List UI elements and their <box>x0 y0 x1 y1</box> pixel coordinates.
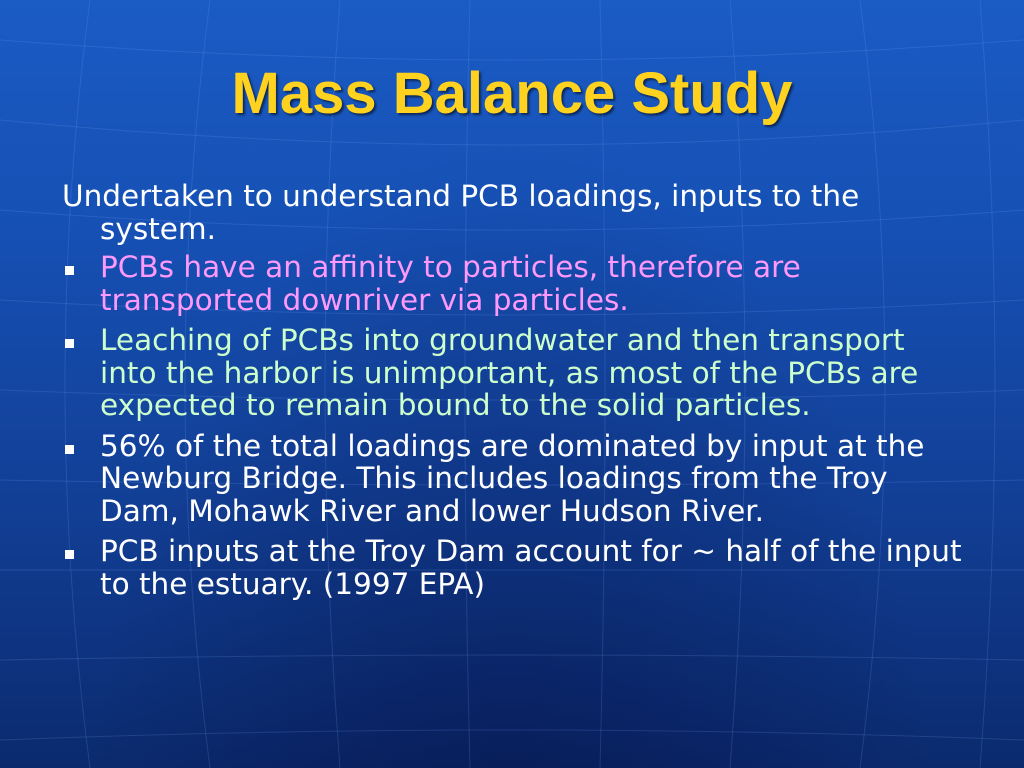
bullet-item-troy-dam-inputs <box>62 535 962 600</box>
bullet-item-particle-affinity <box>62 251 962 316</box>
slide-title: Mass Balance Study <box>231 61 793 126</box>
bullet-item-newburg-loadings <box>62 430 962 528</box>
bullet-text: 56% of the total loadings are dominated by input at the Newburg Bridge. This includes loadings from the Troy Dam, Mohawk River and lower Hudson River. <box>100 428 925 528</box>
bullet-text: PCBs have an affinity to particles, therefore are transported downriver via particles. <box>100 250 801 317</box>
intro-text: Undertaken to understand PCB loadings, inputs to the system. <box>62 179 860 246</box>
bullet-list <box>62 251 962 600</box>
slide-body <box>62 180 962 608</box>
bullet-text: Leaching of PCBs into groundwater and then transport into the harbor is unimportant, as most of the PCBs are expected to remain bound to the solid particles. <box>100 323 919 422</box>
bullet-text: PCB inputs at the Troy Dam account for ~ half of the input to the estuary. (1997 EPA) <box>100 534 962 601</box>
square-bullet-icon <box>65 339 74 348</box>
square-bullet-icon <box>65 266 74 275</box>
bullet-item-groundwater-leaching <box>62 324 962 422</box>
square-bullet-icon <box>65 445 74 454</box>
square-bullet-icon <box>65 550 74 559</box>
